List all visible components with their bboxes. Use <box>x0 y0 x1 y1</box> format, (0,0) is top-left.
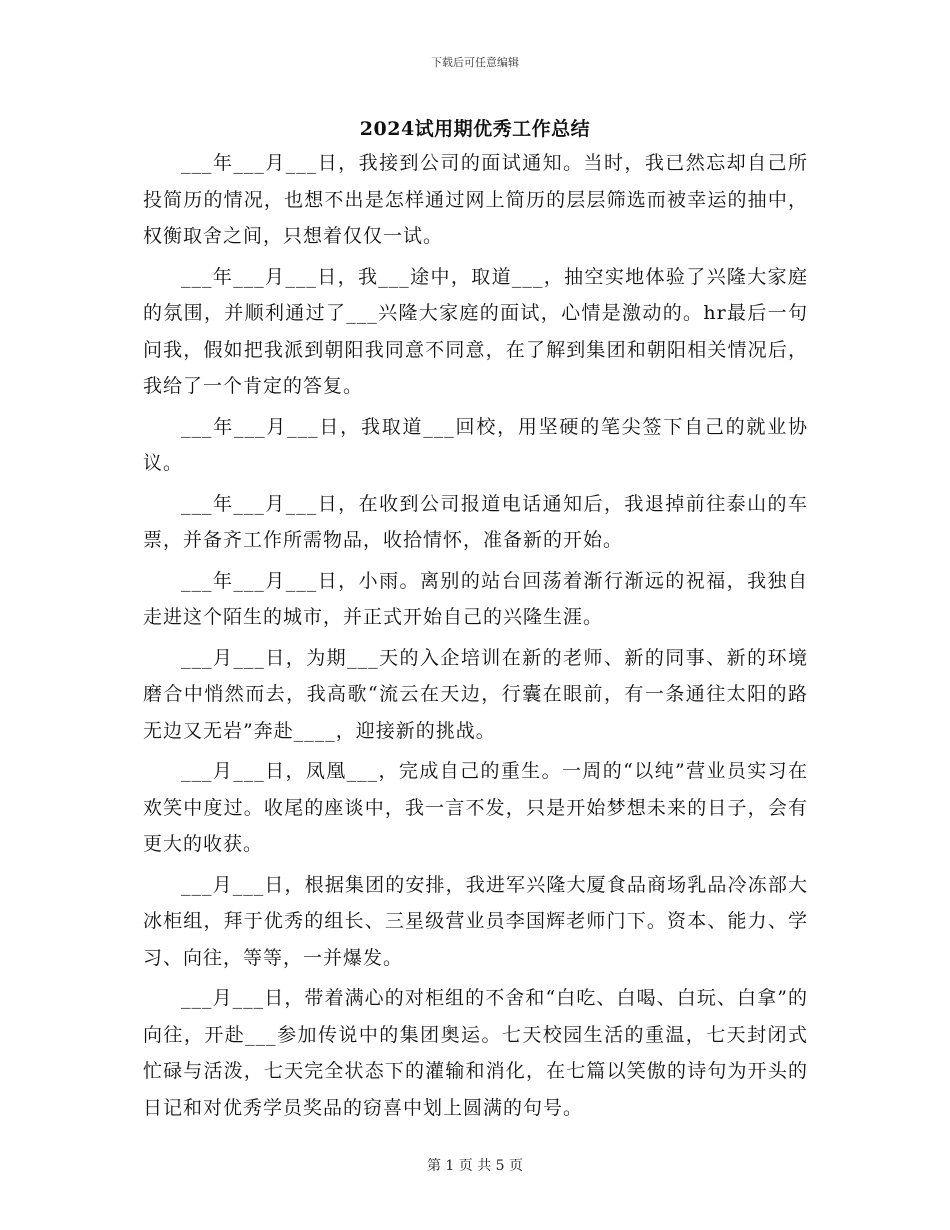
paragraph: ___月___日，根据集团的安排，我进军兴隆大厦食品商场乳品冷冻部大冰柜组，拜于优秀的组长、三星级营业员李国辉老师门下。资本、能力、学习、向往，等等，一并爆发。 <box>143 873 808 969</box>
paragraph: ___年___月___日，我接到公司的面试通知。当时，我已然忘却自己所投简历的情况，也想不出是怎样通过网上简历的层层筛选而被幸运的抽中，权衡取舍之间，只想着仅仅一试。 <box>143 152 808 247</box>
paragraph: ___年___月___日，我取道___回校，用坚硬的笔尖签下自己的就业协议。 <box>143 415 808 474</box>
document-body <box>143 145 808 1130</box>
page-footer: 第 1 页 共 5 页 <box>426 1158 524 1174</box>
paragraph: ___月___日，凤凰___，完成自己的重生。一周的“以纯”营业员实习在欢笑中度过。收尾的座谈中，我一言不发，只是开始梦想未来的日子，会有更大的收获。 <box>143 760 808 855</box>
paragraph: ___年___月___日，小雨。离别的站台回荡着渐行渐远的祝福，我独自走进这个陌生的城市，并正式开始自己的兴隆生涯。 <box>143 569 808 628</box>
header-note: 下载后可任意编辑 <box>431 56 519 69</box>
paragraph: ___月___日，带着满心的对柜组的不舍和“白吃、白喝、白玩、白拿”的向往，开赴___参加传说中的集团奥运。七天校园生活的重温，七天封闭式忙碌与活泼，七天完全状态下的灌输和消化，在七篇以笑傲的诗句为开头的日记和对优秀学员奖品的窃喜中划上圆满的句号。 <box>143 987 808 1119</box>
paragraph: ___年___月___日，在收到公司报道电话通知后，我退掉前往泰山的车票，并备齐工作所需物品，收拾情怀，准备新的开始。 <box>143 492 808 551</box>
paragraph: ___月___日，为期___天的入企培训在新的老师、新的同事、新的环境磨合中悄然而去，我高歌“流云在天边，行囊在眼前，有一条通往太阳的路无边又无岩”奔赴____，迎接新的挑战。 <box>143 646 808 742</box>
paragraph: ___年___月___日，我___途中，取道___，抽空实地体验了兴隆大家庭的氛围，并顺利通过了___兴隆大家庭的面试，心情是激动的。hr最后一句问我，假如把我派到朝阳我同意不同意，在了解到集团和朝阳相关情况后，我给了一个肯定的答复。 <box>143 265 808 397</box>
document-title: 2024试用期优秀工作总结 <box>359 118 591 140</box>
